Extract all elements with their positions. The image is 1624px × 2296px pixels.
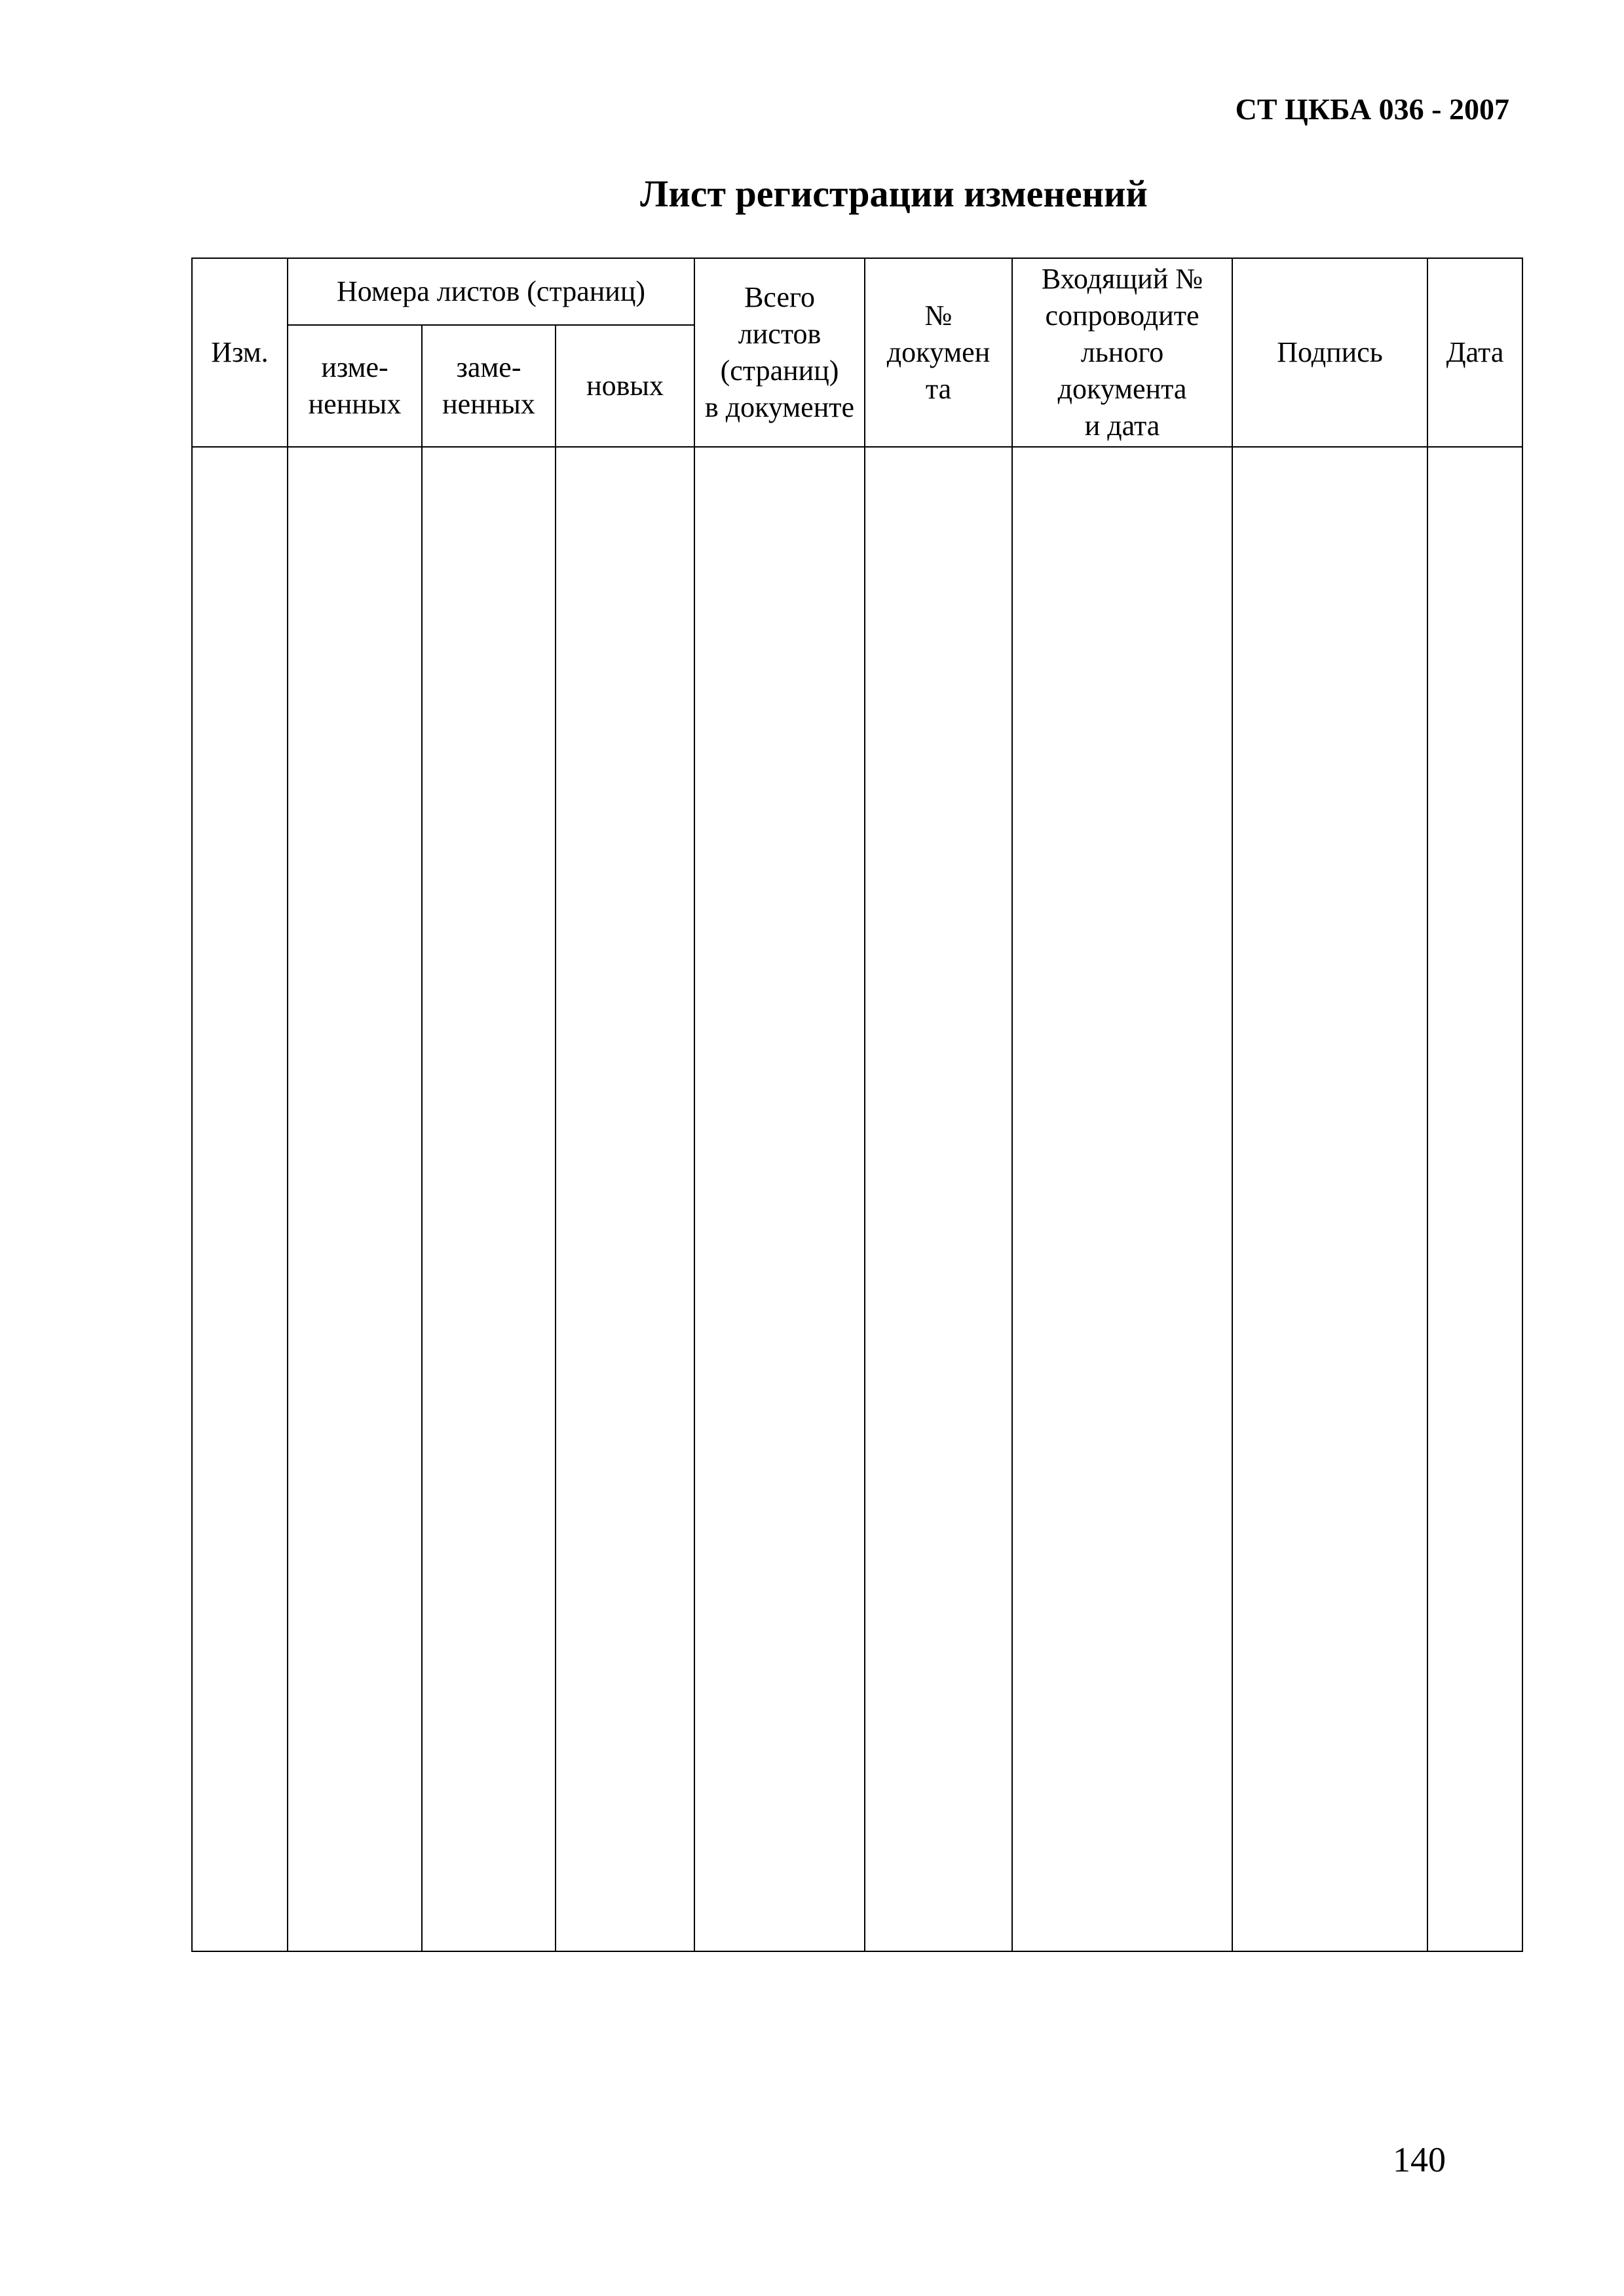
header-docno-line: та <box>925 373 952 405</box>
header-changed-line: ненных <box>308 388 402 420</box>
header-docno-line: № <box>924 299 953 332</box>
header-date: Дата <box>1427 258 1522 447</box>
header-replaced-line: ненных <box>442 388 535 420</box>
header-total-line: в документе <box>705 391 855 423</box>
header-sheet-numbers: Номера листов (страниц) <box>288 258 694 325</box>
header-izm: Изм. <box>192 258 288 447</box>
page-title: Лист регистрации изменений <box>640 172 1148 215</box>
header-incoming-document <box>1012 258 1232 447</box>
cell-new[interactable] <box>556 447 694 1951</box>
cell-signature[interactable] <box>1232 447 1427 1951</box>
header-changed-line: изме- <box>321 351 388 383</box>
cell-replaced[interactable] <box>422 447 556 1951</box>
header-docno-line: докумен <box>886 336 991 368</box>
header-total-line: Всего <box>744 281 815 313</box>
header-row-1 <box>192 258 1522 325</box>
document-code: СТ ЦКБА 036 - 2007 <box>1235 92 1509 126</box>
header-changed <box>288 325 422 447</box>
header-replaced-line: заме- <box>456 351 521 383</box>
header-incoming-line: документа <box>1057 373 1187 405</box>
header-incoming-line: сопроводите <box>1045 299 1199 332</box>
cell-izm[interactable] <box>192 447 288 1951</box>
header-signature: Подпись <box>1232 258 1427 447</box>
page-number: 140 <box>1393 2140 1446 2179</box>
header-document-number <box>865 258 1012 447</box>
header-incoming-line: Входящий № <box>1041 263 1203 295</box>
header-new: новых <box>556 325 694 447</box>
header-total-line: листов <box>738 318 821 350</box>
change-registration-table <box>191 258 1523 1952</box>
cell-total-sheets[interactable] <box>694 447 865 1951</box>
header-replaced <box>422 325 556 447</box>
table-row <box>192 447 1522 1951</box>
cell-document-number[interactable] <box>865 447 1012 1951</box>
header-incoming-line: льного <box>1080 336 1164 368</box>
cell-date[interactable] <box>1427 447 1522 1951</box>
header-total-line: (страниц) <box>720 354 839 387</box>
cell-changed[interactable] <box>288 447 422 1951</box>
header-incoming-line: и дата <box>1084 410 1160 442</box>
header-total-sheets <box>694 258 865 447</box>
cell-incoming-document[interactable] <box>1012 447 1232 1951</box>
